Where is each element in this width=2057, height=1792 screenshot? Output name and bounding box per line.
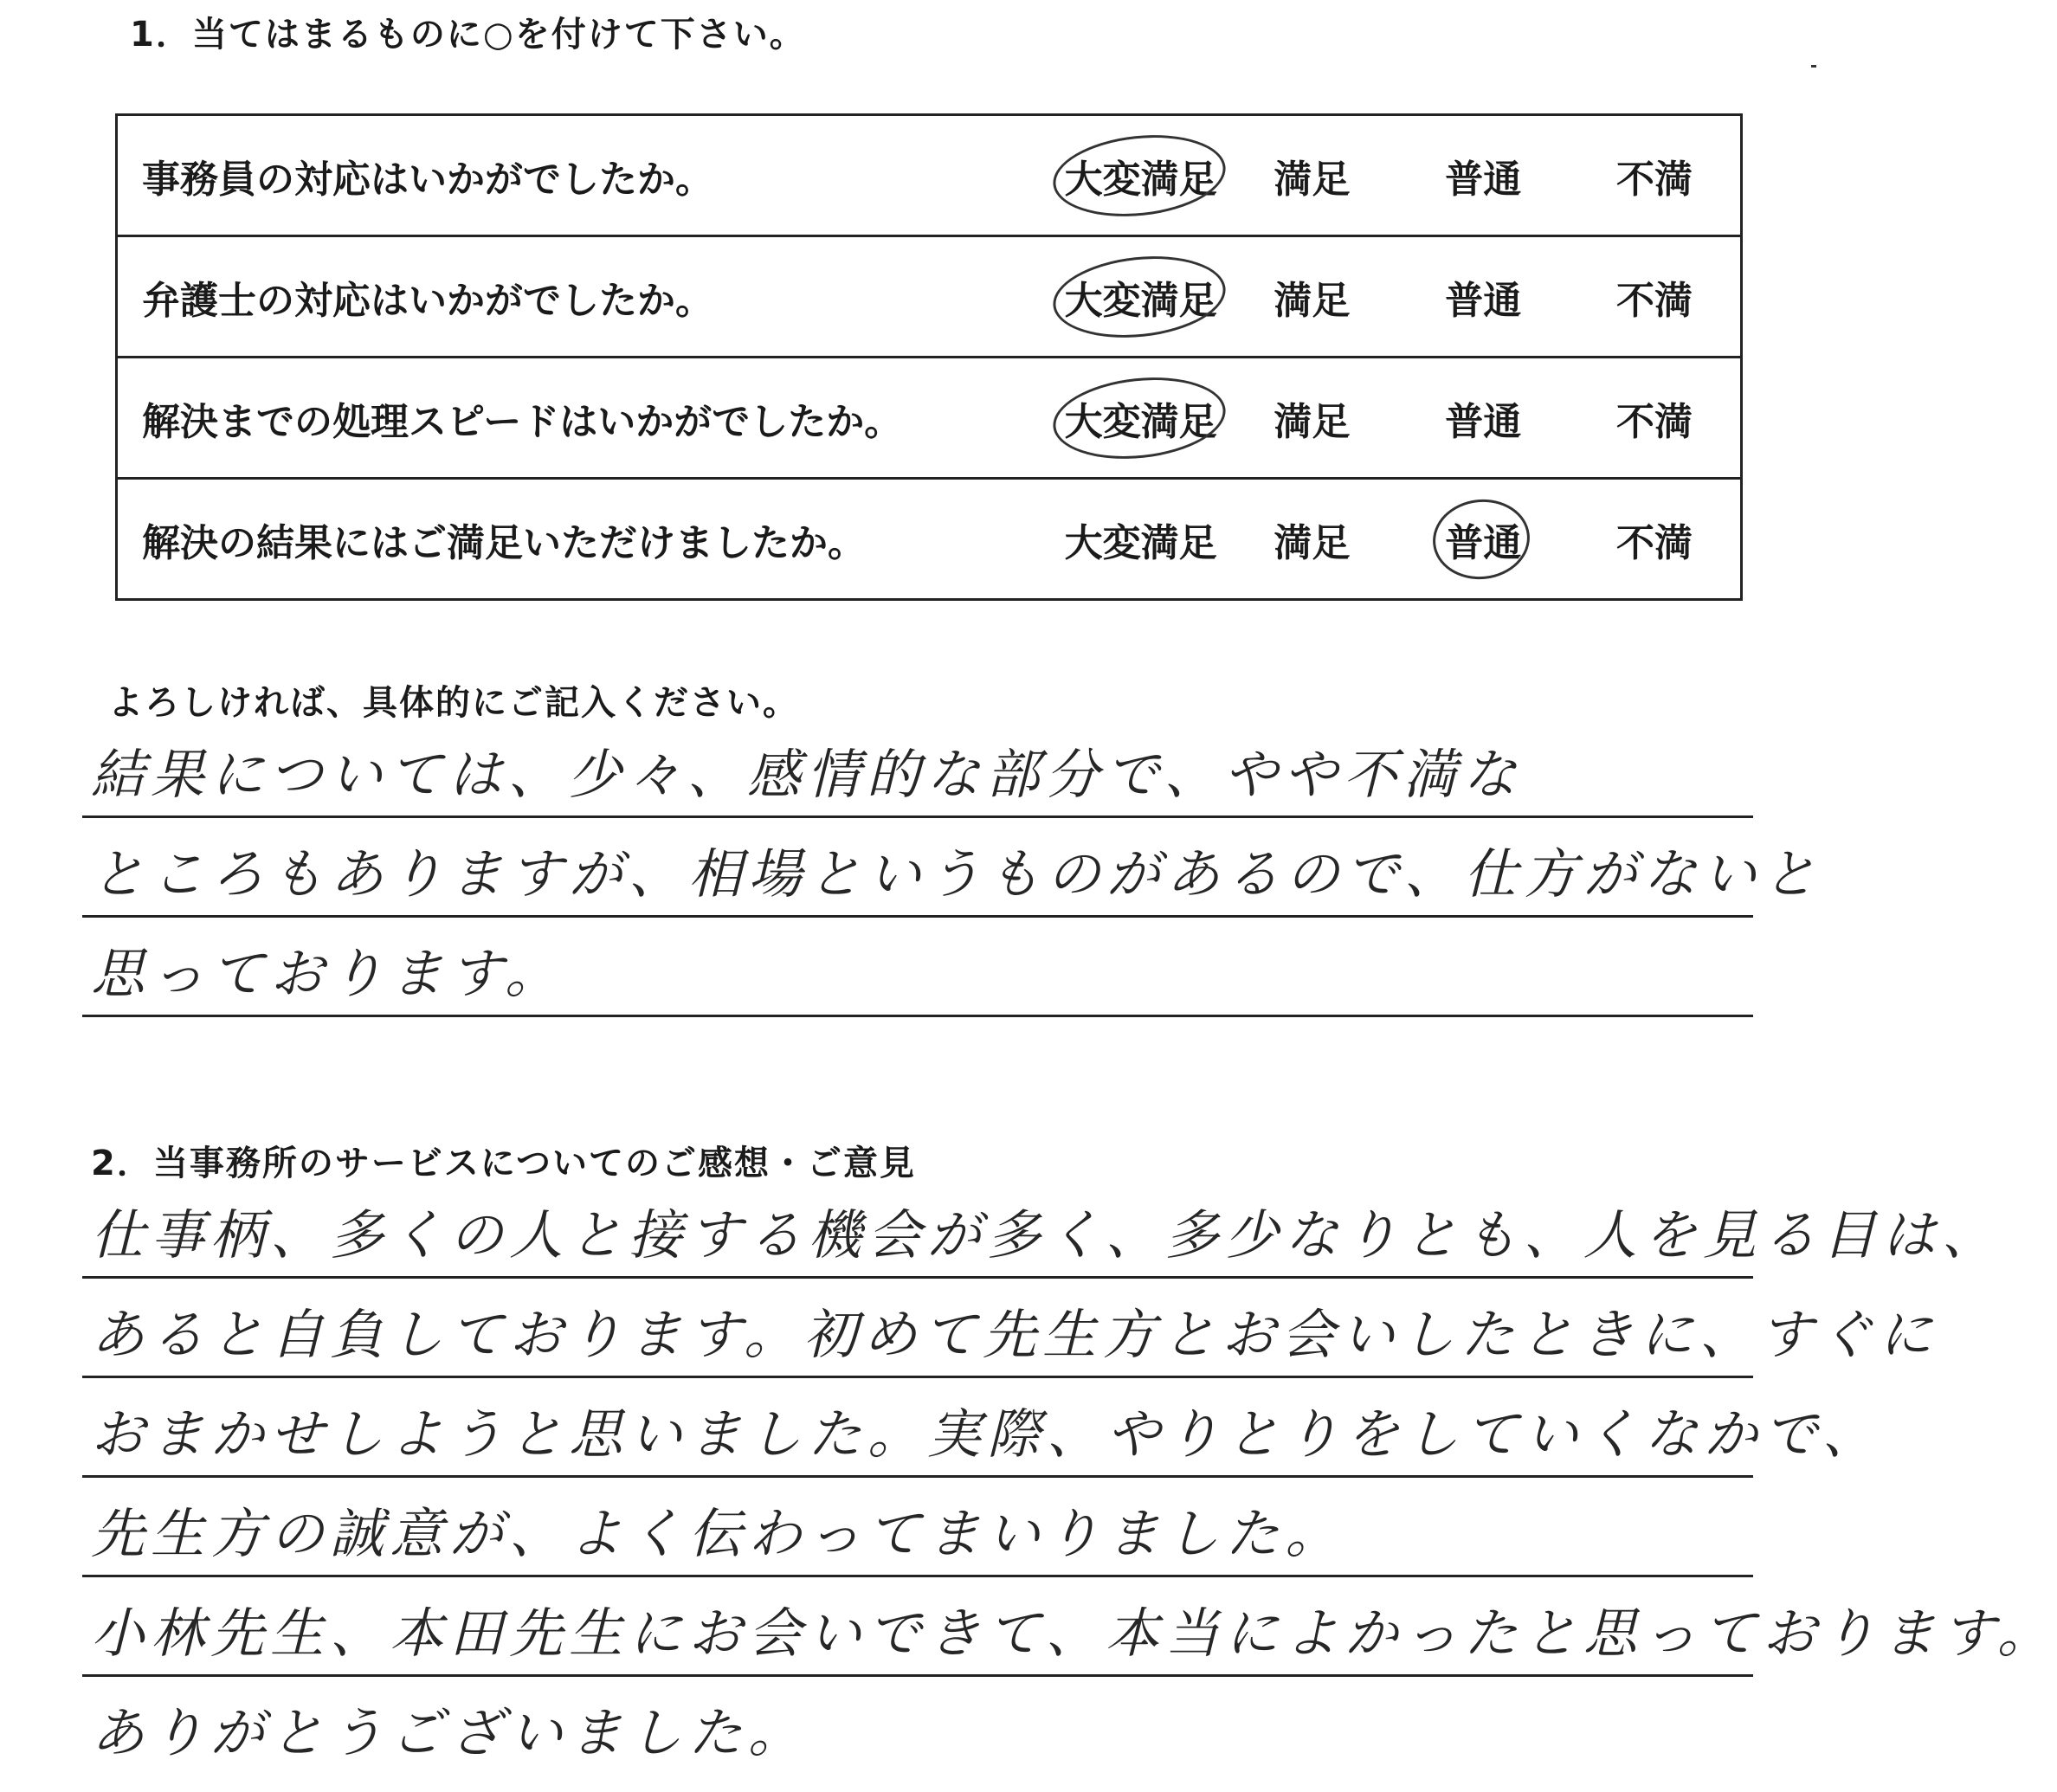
option-dissatisfied[interactable]: 不満 xyxy=(1569,479,1741,600)
option-dissatisfied[interactable]: 不満 xyxy=(1569,115,1741,236)
option-normal[interactable]: 普通 xyxy=(1397,236,1569,358)
question-label: 弁護士の対応はいかがでしたか。 xyxy=(117,236,1055,358)
handwritten-line: ありがとうございました。 xyxy=(91,1701,809,1764)
table-row xyxy=(117,236,1742,358)
section2-heading: 2．当事務所のサービスについてのご感想・ご意見 xyxy=(91,1144,917,1183)
table-row xyxy=(117,479,1742,600)
question-label: 事務員の対応はいかがでしたか。 xyxy=(117,115,1055,236)
option-dissatisfied[interactable]: 不満 xyxy=(1569,236,1741,358)
handwritten-line: 先生方の誠意が、よく伝わってまいりました。 xyxy=(82,1478,1753,1577)
handwritten-line: 小林先生、本田先生にお会いできて、本当によかったと思っております。 xyxy=(82,1577,1753,1677)
option-very-satisfied[interactable]: 大変満足 xyxy=(1055,115,1227,236)
option-satisfied[interactable]: 満足 xyxy=(1227,236,1398,358)
option-very-satisfied[interactable]: 大変満足 xyxy=(1055,479,1227,600)
option-very-satisfied[interactable]: 大変満足 xyxy=(1055,236,1227,358)
option-very-satisfied[interactable]: 大変満足 xyxy=(1055,358,1227,479)
table-row xyxy=(117,358,1742,479)
handwritten-line: ところもありますが、相場というものがあるので、仕方がないと xyxy=(82,818,1753,918)
question-label: 解決までの処理スピードはいかがでしたか。 xyxy=(117,358,1055,479)
table-row xyxy=(117,115,1742,236)
service-feedback-area[interactable] xyxy=(82,1179,2057,1774)
handwritten-line: おまかせしようと思いました。実際、やりとりをしていくなかで、 xyxy=(82,1378,1753,1478)
satisfaction-table xyxy=(115,113,1743,601)
option-satisfied[interactable]: 満足 xyxy=(1227,115,1398,236)
handwritten-line: 思っております。 xyxy=(82,918,1753,1017)
option-normal[interactable]: 普通 xyxy=(1397,358,1569,479)
handwritten-line: 仕事柄、多くの人と接する機会が多く、多少なりとも、人を見る目は、 xyxy=(82,1179,1753,1279)
option-satisfied[interactable]: 満足 xyxy=(1227,479,1398,600)
option-dissatisfied[interactable]: 不満 xyxy=(1569,358,1741,479)
comment-heading: よろしければ、具体的にご記入ください。 xyxy=(108,683,799,723)
section1-heading: 1．当てはまるものに○を付けて下さい。 xyxy=(130,15,806,55)
question-label: 解決の結果にはご満足いただけましたか。 xyxy=(117,479,1055,600)
option-normal[interactable]: 普通 xyxy=(1397,115,1569,236)
comment-answer-area[interactable] xyxy=(82,719,1822,1017)
scan-speck xyxy=(1811,65,1816,68)
option-normal[interactable]: 普通 xyxy=(1397,479,1569,600)
handwritten-line: 結果については、少々、感情的な部分で、やや不満な xyxy=(82,719,1753,818)
handwritten-line: あると自負しております。初めて先生方とお会いしたときに、すぐに xyxy=(82,1279,1753,1378)
option-satisfied[interactable]: 満足 xyxy=(1227,358,1398,479)
